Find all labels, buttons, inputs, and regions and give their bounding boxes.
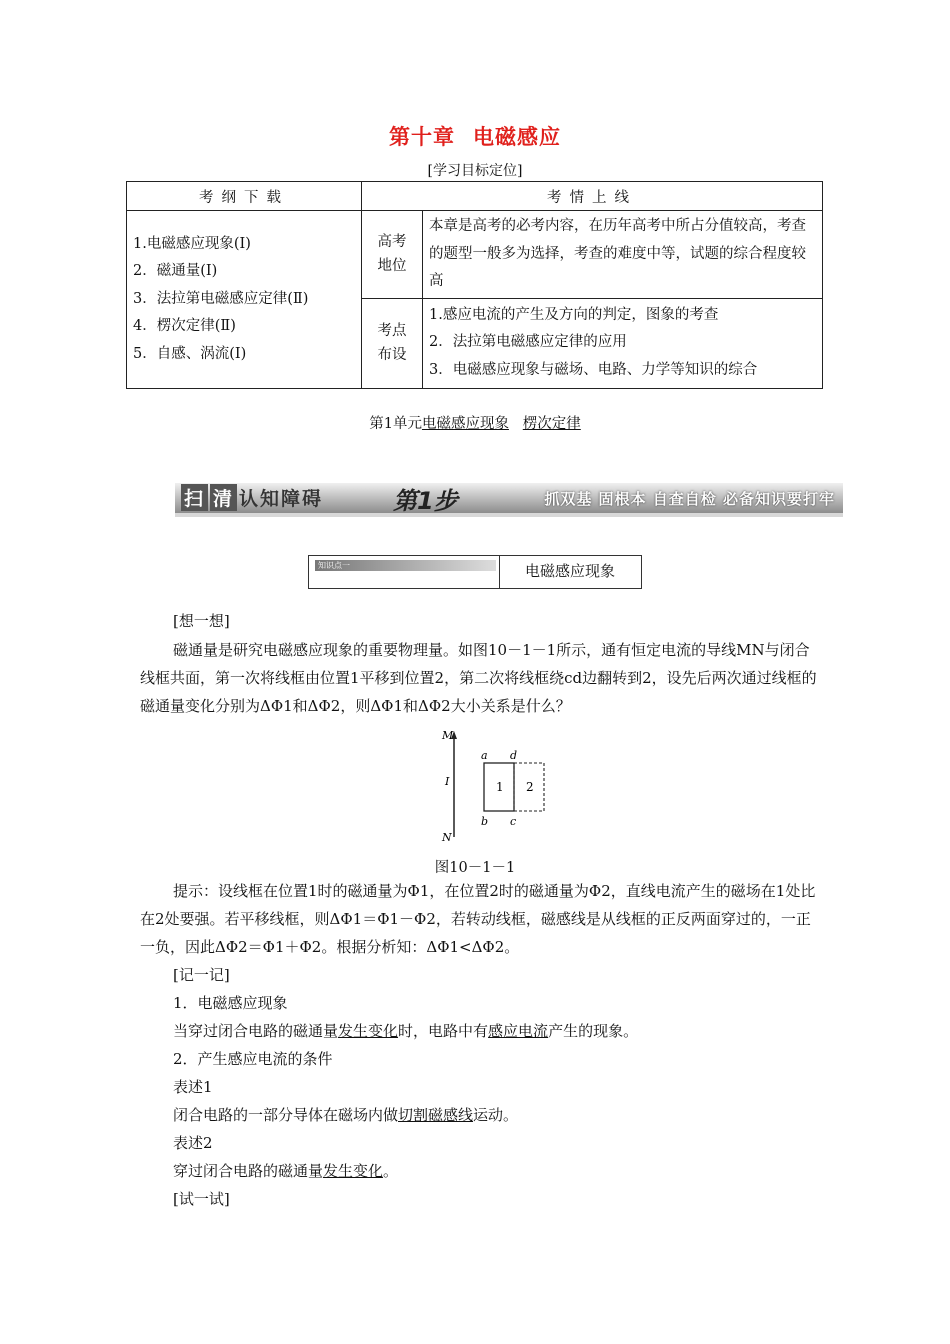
syllabus-item: 4．楞次定律(Ⅱ) <box>133 318 236 334</box>
banner-box-1: 扫 <box>181 484 208 511</box>
expression-1-label: 表述1 <box>173 1078 213 1096</box>
figure-caption: 图10－1－1 <box>434 860 516 876</box>
syllabus-item: 5．自感、涡流(Ⅰ) <box>133 345 247 362</box>
remember-s2-title: 2．产生感应电流的条件 <box>173 1050 333 1068</box>
s1-mid: 时，电路中有 <box>398 1022 489 1040</box>
unit-title-1: 电磁感应现象 <box>421 416 509 432</box>
label-m: M <box>442 729 454 742</box>
wire-frame-diagram <box>440 725 580 845</box>
banner-step: 第1步 <box>393 487 458 515</box>
label-i: I <box>445 775 450 788</box>
expression-2-text <box>140 1157 853 1185</box>
remember-s1-text <box>140 1017 853 1045</box>
knowledge-point-box <box>308 555 642 589</box>
label-n: N <box>442 831 452 844</box>
row2-label <box>362 298 423 388</box>
syllabus-table <box>126 181 823 389</box>
e2-post: 。 <box>383 1162 399 1180</box>
banner-box-2: 清 <box>210 484 237 511</box>
s1-pre: 当穿过闭合电路的磁通量 <box>173 1022 339 1040</box>
syllabus-item: 3．法拉第电磁感应定律(Ⅱ) <box>133 290 309 307</box>
e1-blank: 切割磁感线 <box>398 1106 474 1124</box>
syllabus-item: 1.电磁感应现象(Ⅰ) <box>133 235 251 252</box>
figure-10-1-1 <box>440 725 580 849</box>
col2-header: 考情上线 <box>362 182 823 211</box>
banner-left-text: 认知障碍 <box>239 488 324 510</box>
row1-text: 本章是高考的必考内容，在历年高考中所占分值较高，考查的题型一般多为选择，考查的难度中等，试题的综合程度较高 <box>423 211 823 299</box>
e2-blank: 发生变化 <box>323 1162 384 1180</box>
label-position-2: 2 <box>526 780 534 794</box>
expression-1-text <box>140 1101 853 1129</box>
row2-label-b: 布设 <box>377 347 407 363</box>
remember-heading: [记一记] <box>173 966 230 984</box>
row1-label-a: 高考 <box>377 234 407 251</box>
think-heading: [想一想] <box>173 612 230 630</box>
row2-points <box>423 298 823 388</box>
s1-blank-2: 感应电流 <box>488 1022 549 1040</box>
try-heading: [试一试] <box>173 1190 230 1208</box>
label-a: a <box>481 749 488 762</box>
label-position-1: 1 <box>496 780 504 794</box>
row2-point: 2．法拉第电磁感应定律的应用 <box>429 334 627 351</box>
label-b: b <box>481 815 489 828</box>
s1-post: 产生的现象。 <box>548 1022 639 1040</box>
e2-pre: 穿过闭合电路的磁通量 <box>173 1162 324 1180</box>
chapter-name: 电磁感应 <box>473 124 561 149</box>
remember-s1-title: 1．电磁感应现象 <box>173 994 288 1012</box>
row2-point: 3．电磁感应现象与磁场、电路、力学等知识的综合 <box>429 361 758 378</box>
e1-pre: 闭合电路的一部分导体在磁场内做 <box>173 1106 399 1124</box>
col1-header: 考纲下载 <box>127 182 362 211</box>
knowledge-point-tag: 知识点一 <box>315 560 496 571</box>
row1-label-b: 地位 <box>377 258 407 275</box>
chapter-label: 第十章 <box>389 124 455 149</box>
unit-title-2: 楞次定律 <box>522 416 581 432</box>
row2-label-a: 考点 <box>377 323 407 339</box>
step-banner <box>175 483 843 517</box>
row1-label <box>362 211 423 299</box>
syllabus-item: 2．磁通量(Ⅰ) <box>133 263 218 279</box>
banner-right: 抓双基 固根本 自查自检 必备知识要打牢 <box>544 490 835 508</box>
label-c: c <box>510 815 517 828</box>
think-text: 磁通量是研究电磁感应现象的重要物理量。如图10－1－1所示，通有恒定电流的导线MN与闭合线框共面，第一次将线框由位置1平移到位置2，第二次将线框绕cd边翻转到2，设先后两次通过线框的磁通量变化分别为ΔΦ1和ΔΦ2，则ΔΦ1和ΔΦ2大小关系是什么？ <box>140 641 817 715</box>
syllabus-list <box>127 211 362 389</box>
hint-text: 提示：设线框在位置1时的磁通量为Φ1，在位置2时的磁通量为Φ2，直线电流产生的磁场在1处比在2处要强。若平移线框，则ΔΦ1＝Φ1－Φ2，若转动线框，磁感线是从线框的正反两面穿过的，一正一负，因此ΔΦ2＝Φ1＋Φ2。根据分析知：ΔΦ1<ΔΦ2。 <box>140 882 816 956</box>
banner-left <box>181 484 323 511</box>
unit-title <box>0 412 950 433</box>
unit-prefix: 第1单元 <box>369 416 422 432</box>
section-subtitle: [学习目标定位] <box>427 163 523 179</box>
e1-post: 运动。 <box>473 1106 519 1124</box>
chapter-title <box>0 121 950 151</box>
row2-point: 1.感应电流的产生及方向的判定，图象的考查 <box>429 306 719 323</box>
knowledge-point-title: 电磁感应现象 <box>524 562 615 580</box>
label-d: d <box>510 749 518 762</box>
s1-blank-1: 发生变化 <box>338 1022 399 1040</box>
expression-2-label: 表述2 <box>173 1134 213 1152</box>
